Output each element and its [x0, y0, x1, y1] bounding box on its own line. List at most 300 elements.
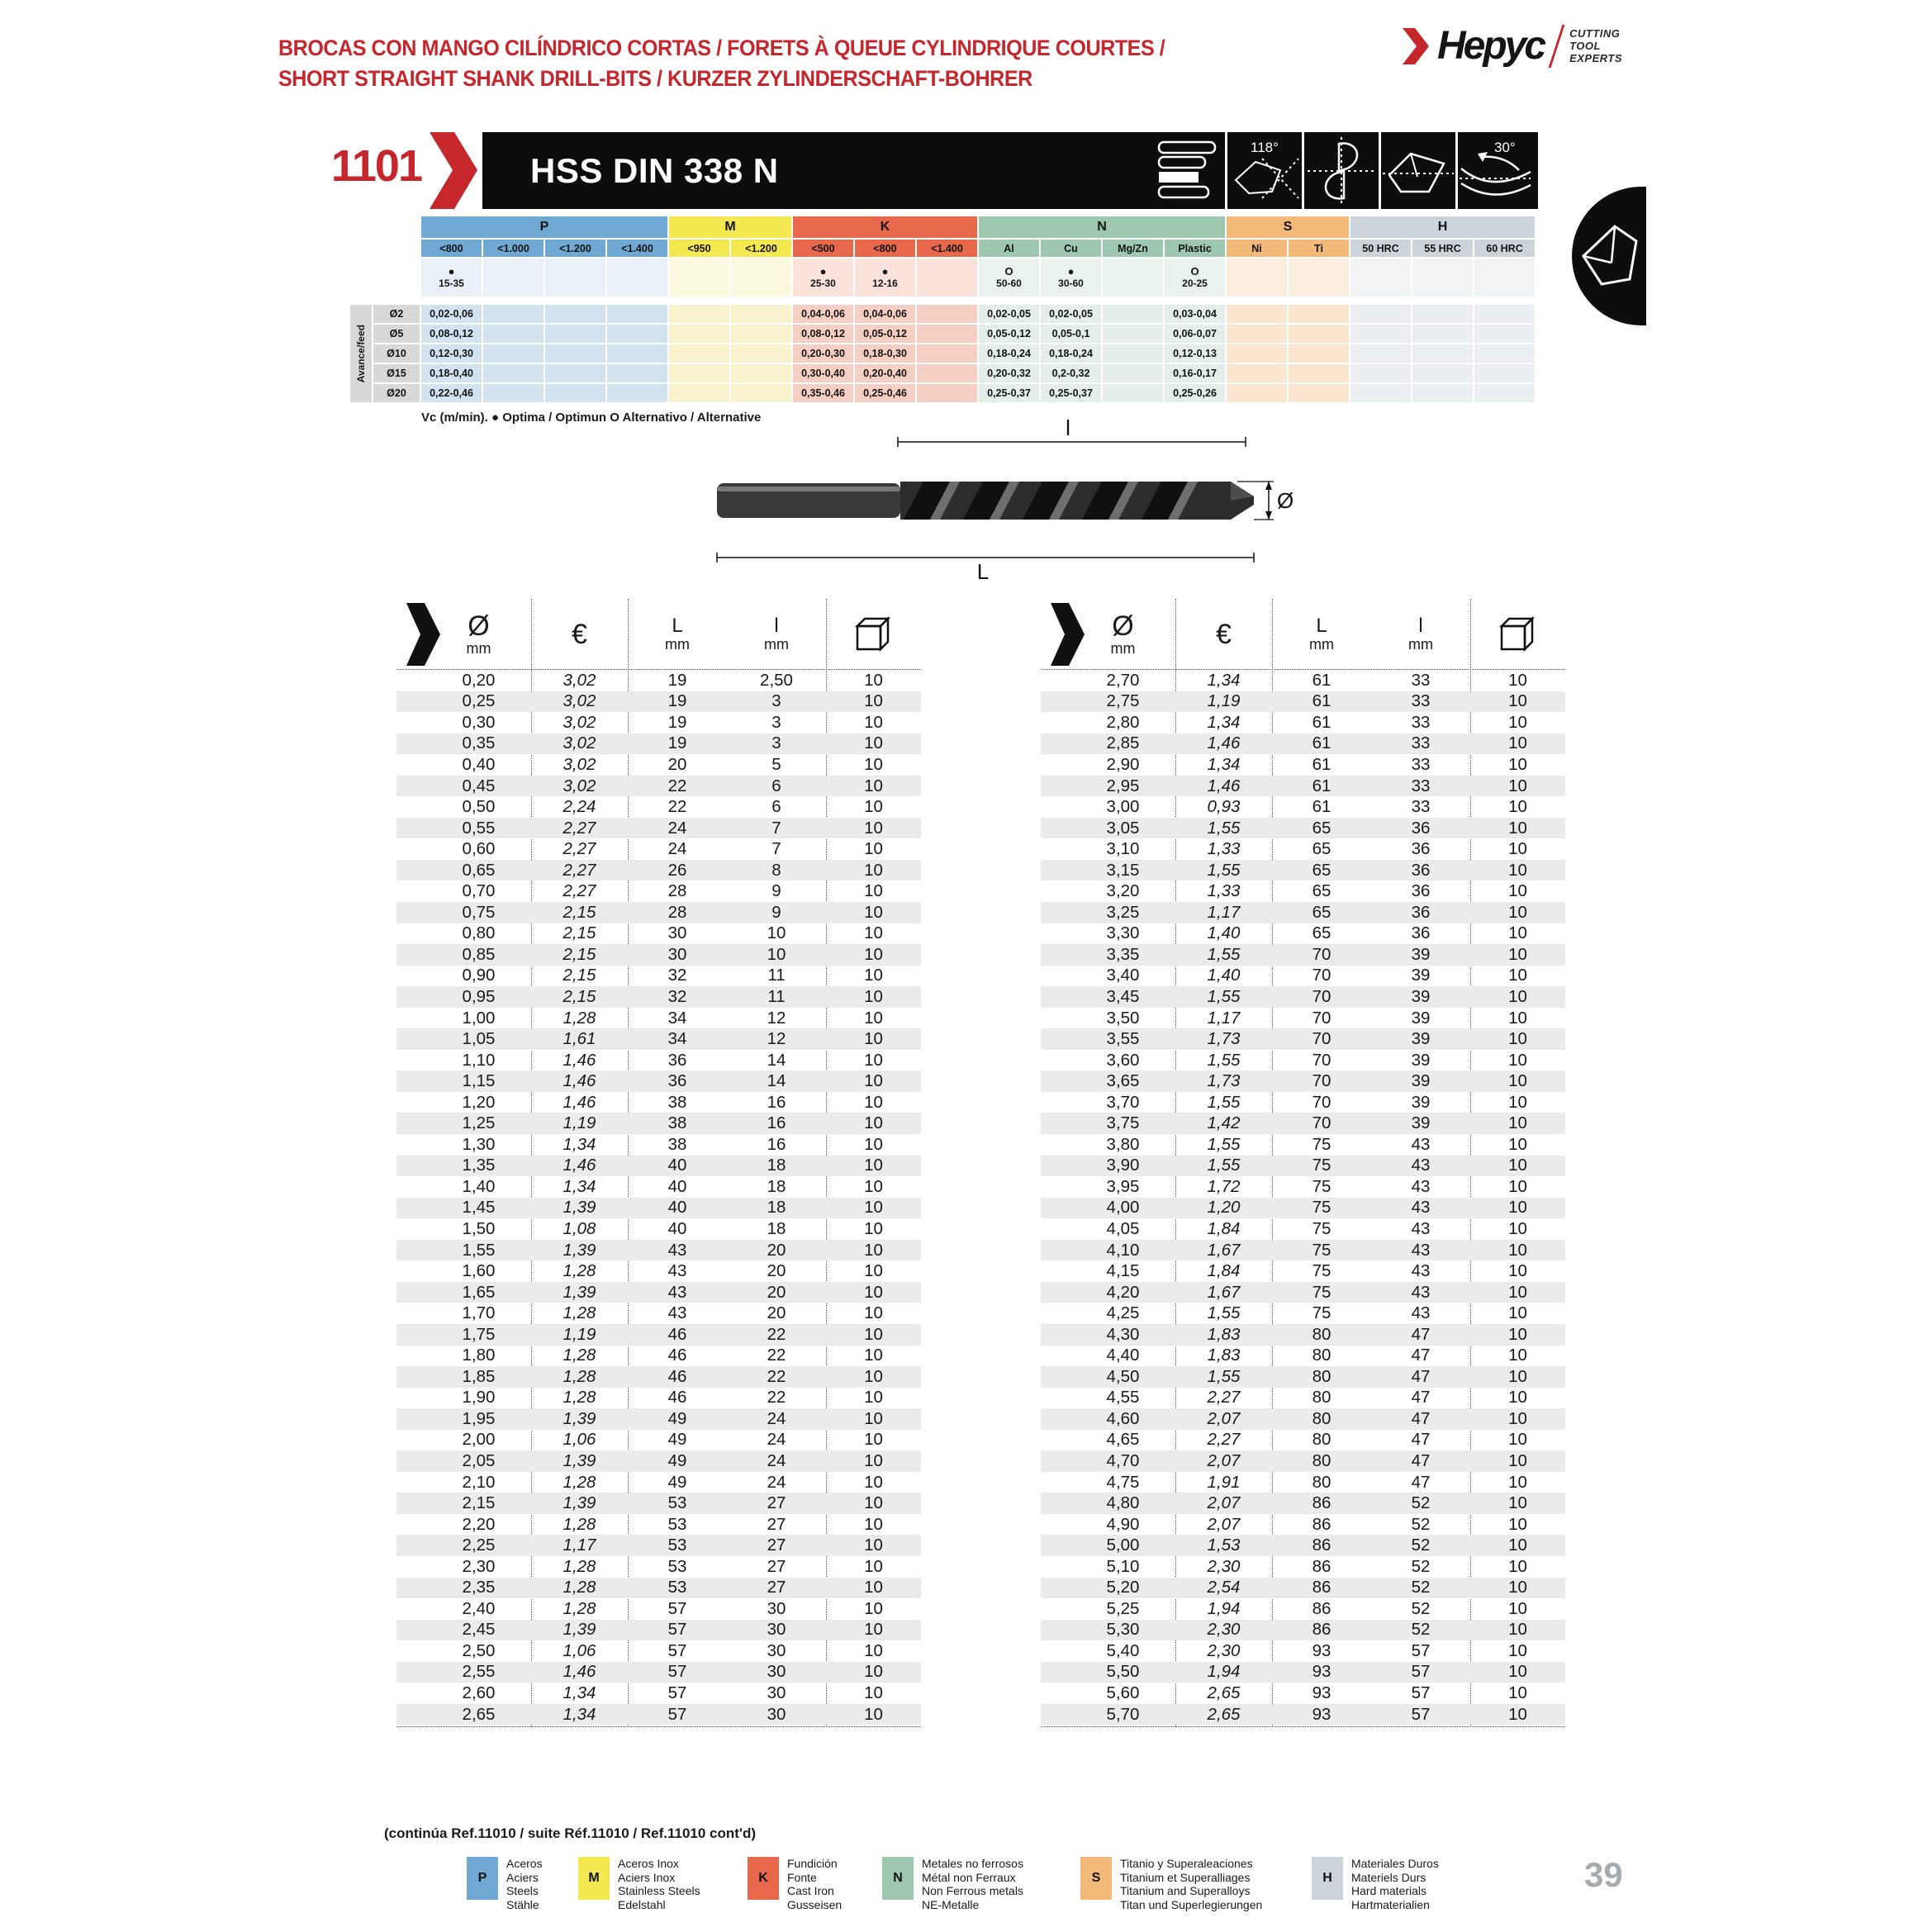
feed-value-cell [1289, 305, 1349, 323]
diameter-cell: 4,90 [1106, 1514, 1140, 1534]
pack-qty-cell: 10 [864, 1662, 883, 1682]
price-cell: 2,27 [1207, 1430, 1241, 1450]
price-cell: 1,33 [1207, 881, 1241, 901]
price-cell: 1,73 [1207, 1029, 1241, 1049]
feed-value-cell: 0,35-0,46 [793, 384, 853, 402]
pack-qty-cell: 10 [1508, 1451, 1527, 1470]
flute-length-cell: 43 [1411, 1134, 1431, 1154]
total-length-cell: 65 [1312, 860, 1332, 880]
price-cell: 1,28 [563, 1556, 596, 1576]
flute-length-cell: 52 [1411, 1620, 1431, 1640]
pack-qty-cell: 10 [1508, 839, 1527, 859]
table-row [1041, 838, 1565, 860]
price-cell: 3,02 [563, 776, 596, 795]
table-row [396, 1303, 921, 1324]
pack-qty-cell: 10 [1508, 1536, 1527, 1555]
flute-length-cell: 12 [767, 1029, 786, 1049]
flute-length-cell: 9 [771, 902, 781, 922]
total-length-cell: 28 [667, 902, 687, 922]
total-length-cell: 80 [1312, 1430, 1332, 1450]
brand-chevron-icon [1403, 25, 1431, 68]
flute-length-cell: 33 [1411, 670, 1431, 690]
flute-length-cell: 6 [771, 776, 781, 795]
feed-value-cell: 0,02-0,05 [979, 305, 1039, 323]
material-group-header: N [979, 216, 1225, 238]
legend-text [1120, 1857, 1262, 1911]
cutting-speed-cell [421, 259, 482, 297]
feed-value-cell [1289, 384, 1349, 402]
pack-qty-cell: 10 [1508, 881, 1527, 901]
feed-axis-label: Avance/feed [350, 305, 372, 402]
flute-length-cell: 18 [767, 1156, 786, 1175]
table-row [396, 712, 921, 733]
total-length-cell: 43 [667, 1261, 687, 1281]
pack-qty-cell: 10 [1508, 733, 1527, 753]
diameter-cell: 4,00 [1106, 1198, 1140, 1218]
total-length-cell: 57 [667, 1704, 687, 1724]
flute-length-cell: 39 [1411, 986, 1431, 1006]
feed-value-cell: 0,04-0,06 [793, 305, 853, 323]
total-length-cell: 46 [667, 1346, 687, 1365]
price-cell: 1,34 [563, 1704, 596, 1724]
table-row [396, 1240, 921, 1261]
pack-qty-cell: 10 [1508, 1472, 1527, 1492]
feed-row [373, 384, 1540, 404]
pack-qty-cell: 10 [1508, 860, 1527, 880]
pack-qty-cell: 10 [1508, 1683, 1527, 1703]
total-length-cell: 93 [1312, 1640, 1332, 1660]
feed-value-cell [731, 325, 791, 343]
flute-length-cell: 10 [767, 923, 786, 943]
feed-value-cell: 0,05-0,12 [855, 325, 915, 343]
speed-value: 50-60 [996, 278, 1022, 289]
price-cell: 2,65 [1207, 1704, 1241, 1724]
table-row [396, 1198, 921, 1219]
pack-qty-cell: 10 [864, 712, 883, 732]
speed-subheader: Ni [1227, 240, 1287, 257]
table-row [396, 1514, 921, 1536]
price-cell: 3,02 [563, 754, 596, 774]
speed-symbol: ● [1067, 265, 1075, 278]
total-length-cell: 24 [667, 839, 687, 859]
pack-qty-cell: 10 [1508, 1282, 1527, 1302]
table-bottom-divider [1041, 1726, 1565, 1727]
feed-value-cell: 0,20-0,40 [855, 364, 915, 382]
diameter-cell: 3,10 [1106, 839, 1140, 859]
price-cell: 1,28 [563, 1366, 596, 1386]
pack-qty-cell: 10 [1508, 1008, 1527, 1028]
total-length-cell: 61 [1312, 733, 1332, 753]
table-row [396, 986, 921, 1008]
price-cell: 1,17 [563, 1536, 596, 1555]
flute-length-cell: 11 [767, 966, 786, 985]
flute-length-cell: 57 [1411, 1683, 1431, 1703]
diameter-cell: 3,35 [1106, 944, 1140, 964]
diameter-cell: 2,20 [462, 1514, 496, 1534]
price-cell: 1,55 [1207, 1050, 1241, 1070]
flute-length-cell: 12 [767, 1008, 786, 1028]
table-row [396, 1282, 921, 1303]
diameter-cell: 1,05 [462, 1029, 496, 1049]
table-row [1041, 944, 1565, 966]
product-icons [1151, 132, 1532, 209]
flute-length-cell: 30 [767, 1598, 786, 1618]
legend-item-h [1312, 1857, 1439, 1911]
price-cell: 1,34 [563, 1176, 596, 1196]
table-row [1041, 1324, 1565, 1346]
price-cell: 1,17 [1207, 1008, 1241, 1028]
total-length-cell: 80 [1312, 1451, 1332, 1470]
total-length-cell: 61 [1312, 691, 1332, 711]
total-length-cell: 70 [1312, 986, 1332, 1006]
total-length-cell: 53 [667, 1556, 687, 1576]
cutting-speed-row [421, 259, 1540, 298]
feed-value-cell [1103, 344, 1163, 363]
pack-qty-cell: 10 [864, 776, 883, 795]
price-cell: 1,28 [563, 1578, 596, 1597]
table-row [396, 838, 921, 860]
total-length-cell: 53 [667, 1578, 687, 1597]
pack-qty-cell: 10 [864, 691, 883, 711]
table-row [1041, 1578, 1565, 1599]
diameter-cell: 2,40 [462, 1598, 496, 1618]
feed-value-cell [1289, 364, 1349, 382]
pack-qty-cell: 10 [864, 1303, 883, 1323]
diameter-cell: 4,05 [1106, 1218, 1140, 1238]
table-row [396, 1535, 921, 1556]
pack-qty-cell: 10 [864, 1156, 883, 1175]
flute-length-cell: 22 [767, 1366, 786, 1386]
pack-qty-cell: 10 [864, 1683, 883, 1703]
total-length-cell: 70 [1312, 1092, 1332, 1112]
feed-value-cell [1227, 384, 1287, 402]
cross-section-icon [1304, 132, 1379, 209]
table-row [1041, 1260, 1565, 1282]
total-length-cell: 30 [667, 944, 687, 964]
price-cell: 1,46 [563, 1092, 596, 1112]
total-length-cell: 26 [667, 860, 687, 880]
col-header-total-length: L mm [1309, 614, 1334, 653]
flute-length-cell: 27 [767, 1556, 786, 1576]
flute-length-cell: 39 [1411, 1050, 1431, 1070]
flute-length-cell: 39 [1411, 1071, 1431, 1091]
total-length-cell: 53 [667, 1536, 687, 1555]
feed-value-cell [1351, 325, 1411, 343]
pack-qty-cell: 10 [864, 670, 883, 690]
flute-length-cell: 18 [767, 1176, 786, 1196]
flute-length-cell: 30 [767, 1620, 786, 1640]
diameter-cell: 3,55 [1106, 1029, 1140, 1049]
total-length-cell: 43 [667, 1282, 687, 1302]
point-angle-icon [1227, 132, 1302, 209]
diameter-cell: 5,25 [1106, 1598, 1140, 1618]
catalog-rows [396, 670, 921, 1725]
price-cell: 2,65 [1207, 1683, 1241, 1703]
legend-swatch: P [467, 1857, 498, 1900]
vc-caption: Vc (m/min). ● Optima / Optimun O Alternativo / Alternative [421, 411, 762, 425]
price-cell: 1,19 [563, 1324, 596, 1344]
flute-length-cell: 52 [1411, 1556, 1431, 1576]
total-length-cell: 86 [1312, 1556, 1332, 1576]
pack-qty-cell: 10 [864, 1640, 883, 1660]
price-cell: 1,53 [1207, 1536, 1241, 1555]
speed-value: 12-16 [872, 278, 898, 289]
pack-qty-cell: 10 [864, 1261, 883, 1281]
legend-line: Aciers [506, 1870, 539, 1884]
svg-text:118°: 118° [1251, 140, 1279, 155]
feed-value-cell [1103, 305, 1163, 323]
page-edge-tab [1572, 187, 1646, 325]
legend-line: Gusseisen [787, 1897, 843, 1911]
diameter-cell: 1,70 [462, 1303, 496, 1323]
feed-value-cell [731, 344, 791, 363]
diameter-cell: 5,00 [1106, 1536, 1140, 1555]
diameter-cell: 5,60 [1106, 1683, 1140, 1703]
table-row [396, 1218, 921, 1240]
price-cell: 2,07 [1207, 1493, 1241, 1513]
table-row [1041, 1683, 1565, 1704]
total-length-cell: 40 [667, 1198, 687, 1218]
table-row [396, 796, 921, 818]
feed-value-cell: 0,02-0,05 [1041, 305, 1101, 323]
table-row [1041, 1282, 1565, 1303]
feed-row [373, 325, 1540, 344]
price-cell: 2,30 [1207, 1640, 1241, 1660]
diameter-cell: 3,15 [1106, 860, 1140, 880]
price-cell: 1,55 [1207, 1134, 1241, 1154]
catalog-header [396, 599, 921, 669]
cutting-speed-cell [483, 259, 544, 297]
price-cell: 2,30 [1207, 1556, 1241, 1576]
price-cell: 3,02 [563, 712, 596, 732]
catalog-table-left [396, 599, 921, 1727]
total-length-cell: 49 [667, 1408, 687, 1428]
legend-text [922, 1857, 1023, 1911]
price-cell: 1,28 [563, 1303, 596, 1323]
speed-subheader: Cu [1041, 240, 1101, 257]
total-length-cell: 53 [667, 1493, 687, 1513]
flute-length-cell: 7 [771, 839, 781, 859]
pack-qty-cell: 10 [1508, 923, 1527, 943]
speed-subheader: Ti [1289, 240, 1349, 257]
flute-length-cell: 27 [767, 1536, 786, 1555]
price-cell: 1,46 [1207, 776, 1241, 795]
feed-value-cell: 0,2-0,32 [1041, 364, 1101, 382]
diameter-cell: 3,90 [1106, 1156, 1140, 1175]
table-row [396, 1408, 921, 1430]
page-title-line1: BROCAS CON MANGO CILÍNDRICO CORTAS / FORETS À QUEUE CYLINDRIQUE COURTES / [278, 36, 1165, 60]
total-length-cell: 61 [1312, 754, 1332, 774]
diameter-cell: 1,20 [462, 1092, 496, 1112]
price-cell: 2,27 [563, 860, 596, 880]
table-row [396, 1620, 921, 1641]
table-row [1041, 1113, 1565, 1134]
pack-qty-cell: 10 [864, 839, 883, 859]
feed-diameter-label: Ø5 [373, 325, 420, 343]
legend-line: Non Ferrous metals [922, 1884, 1023, 1897]
flute-length-cell: 27 [767, 1578, 786, 1597]
pack-qty-cell: 10 [864, 923, 883, 943]
flute-length-cell: 47 [1411, 1388, 1431, 1407]
price-cell: 1,55 [1207, 1366, 1241, 1386]
price-cell: 2,27 [563, 839, 596, 859]
pack-qty-cell: 10 [1508, 1176, 1527, 1196]
price-cell: 1,42 [1207, 1113, 1241, 1133]
page-number: 39 [1584, 1855, 1623, 1894]
feed-value-cell [483, 305, 544, 323]
table-row [1041, 754, 1565, 776]
price-cell: 2,15 [563, 902, 596, 922]
flute-length-cell: 24 [767, 1451, 786, 1470]
flute-length-cell: 22 [767, 1324, 786, 1344]
price-cell: 1,28 [563, 1514, 596, 1534]
feed-value-cell [669, 364, 729, 382]
pack-qty-cell: 10 [1508, 1240, 1527, 1260]
pack-qty-cell: 10 [1508, 1366, 1527, 1386]
price-cell: 1,39 [563, 1493, 596, 1513]
flute-length-cell: 39 [1411, 1029, 1431, 1049]
brand-logo [1403, 23, 1622, 69]
price-cell: 2,07 [1207, 1451, 1241, 1470]
price-cell: 1,67 [1207, 1282, 1241, 1302]
speed-symbol: ● [881, 265, 889, 278]
catalog-table-right [1041, 599, 1565, 1727]
table-row [1041, 776, 1565, 797]
pack-qty-cell: 10 [864, 1408, 883, 1428]
pack-qty-cell: 10 [864, 902, 883, 922]
diameter-cell: 0,20 [462, 670, 496, 690]
total-length-cell: 40 [667, 1176, 687, 1196]
pack-qty-cell: 10 [1508, 902, 1527, 922]
total-length-cell: 75 [1312, 1176, 1332, 1196]
flute-length-cell: 47 [1411, 1472, 1431, 1492]
diameter-cell: 3,70 [1106, 1092, 1140, 1112]
table-row [1041, 1388, 1565, 1409]
legend-swatch: N [882, 1857, 914, 1900]
pack-qty-cell: 10 [1508, 1408, 1527, 1428]
pack-qty-cell: 10 [864, 1578, 883, 1597]
price-cell: 1,39 [563, 1408, 596, 1428]
price-cell: 1,06 [563, 1640, 596, 1660]
pack-qty-cell: 10 [1508, 691, 1527, 711]
legend-line: Aceros Inox [618, 1857, 679, 1870]
price-cell: 1,83 [1207, 1346, 1241, 1365]
feed-value-cell [1103, 384, 1163, 402]
feed-value-cell: 0,04-0,06 [855, 305, 915, 323]
diameter-cell: 2,55 [462, 1662, 496, 1682]
feed-value-cell [1351, 344, 1411, 363]
speed-subheader: 60 HRC [1474, 240, 1535, 257]
feed-value-cell [545, 325, 605, 343]
diameter-cell: 0,35 [462, 733, 496, 753]
total-length-cell: 75 [1312, 1218, 1332, 1238]
legend-line: Titan und Superlegierungen [1120, 1897, 1263, 1911]
table-row [1041, 923, 1565, 945]
table-row [1041, 712, 1565, 733]
price-cell: 1,46 [563, 1071, 596, 1091]
tab-drill-icon [1572, 187, 1646, 325]
feed-value-cell [1412, 364, 1473, 382]
feed-value-cell: 0,06-0,07 [1165, 325, 1225, 343]
total-length-cell: 46 [667, 1388, 687, 1407]
pack-qty-cell: 10 [1508, 966, 1527, 985]
table-row [1041, 966, 1565, 987]
diameter-cell: 0,75 [462, 902, 496, 922]
feed-value-cell [731, 384, 791, 402]
total-length-cell: 80 [1312, 1324, 1332, 1344]
price-cell: 1,06 [563, 1430, 596, 1450]
price-cell: 2,07 [1207, 1514, 1241, 1534]
pack-qty-cell: 10 [1508, 986, 1527, 1006]
legend-swatch: S [1080, 1857, 1112, 1900]
table-row [396, 1070, 921, 1092]
feed-value-cell [1103, 325, 1163, 343]
feed-value-cell [1227, 305, 1287, 323]
feed-diameter-label: Ø20 [373, 384, 420, 402]
price-cell: 2,15 [563, 966, 596, 985]
diameter-cell: 2,00 [462, 1430, 496, 1450]
feed-value-cell [917, 325, 977, 343]
diameter-cell: 3,65 [1106, 1071, 1140, 1091]
flute-length-cell: 33 [1411, 776, 1431, 795]
price-cell: 1,55 [1207, 1092, 1241, 1112]
total-length-cell: 80 [1312, 1408, 1332, 1428]
pack-qty-cell: 10 [1508, 1156, 1527, 1175]
feed-value-cell: 0,18-0,24 [1041, 344, 1101, 363]
pack-qty-cell: 10 [864, 818, 883, 838]
pack-qty-cell: 10 [1508, 1113, 1527, 1133]
table-row [396, 902, 921, 923]
cutting-speed-cell [731, 259, 791, 297]
product-name: HSS DIN 338 N [530, 150, 779, 190]
feed-value-cell [1474, 384, 1535, 402]
feed-value-cell: 0,12-0,13 [1165, 344, 1225, 363]
pack-qty-cell: 10 [1508, 1556, 1527, 1576]
flute-length-cell: 52 [1411, 1578, 1431, 1597]
diameter-cell: 2,25 [462, 1536, 496, 1555]
flute-length-label: l [1066, 417, 1070, 440]
price-cell: 1,67 [1207, 1240, 1241, 1260]
total-length-cell: 57 [667, 1620, 687, 1640]
price-cell: 1,94 [1207, 1662, 1241, 1682]
diameter-cell: 1,15 [462, 1071, 496, 1091]
feed-row [373, 305, 1540, 325]
col-header-flute-length: l mm [764, 614, 789, 653]
table-row [396, 944, 921, 966]
legend-line: Hard materials [1351, 1884, 1427, 1897]
feed-value-cell: 0,30-0,40 [793, 364, 853, 382]
pack-qty-cell: 10 [1508, 1198, 1527, 1218]
pack-qty-cell: 10 [1508, 1388, 1527, 1407]
diameter-cell: 0,30 [462, 712, 496, 732]
feed-row [373, 364, 1540, 384]
box-quantity-icon [1498, 616, 1539, 653]
flute-length-cell: 27 [767, 1514, 786, 1534]
feed-value-cell [545, 305, 605, 323]
table-row [1041, 1008, 1565, 1029]
table-row [396, 754, 921, 776]
flute-length-cell: 39 [1411, 1008, 1431, 1028]
table-row [396, 881, 921, 902]
table-row [396, 923, 921, 945]
diameter-cell: 4,10 [1106, 1240, 1140, 1260]
feed-value-cell [483, 344, 544, 363]
total-length-cell: 86 [1312, 1578, 1332, 1597]
diameter-cell: 3,30 [1106, 923, 1140, 943]
diameter-cell: 2,45 [462, 1620, 496, 1640]
table-row [1041, 1156, 1565, 1177]
total-length-cell: 43 [667, 1303, 687, 1323]
